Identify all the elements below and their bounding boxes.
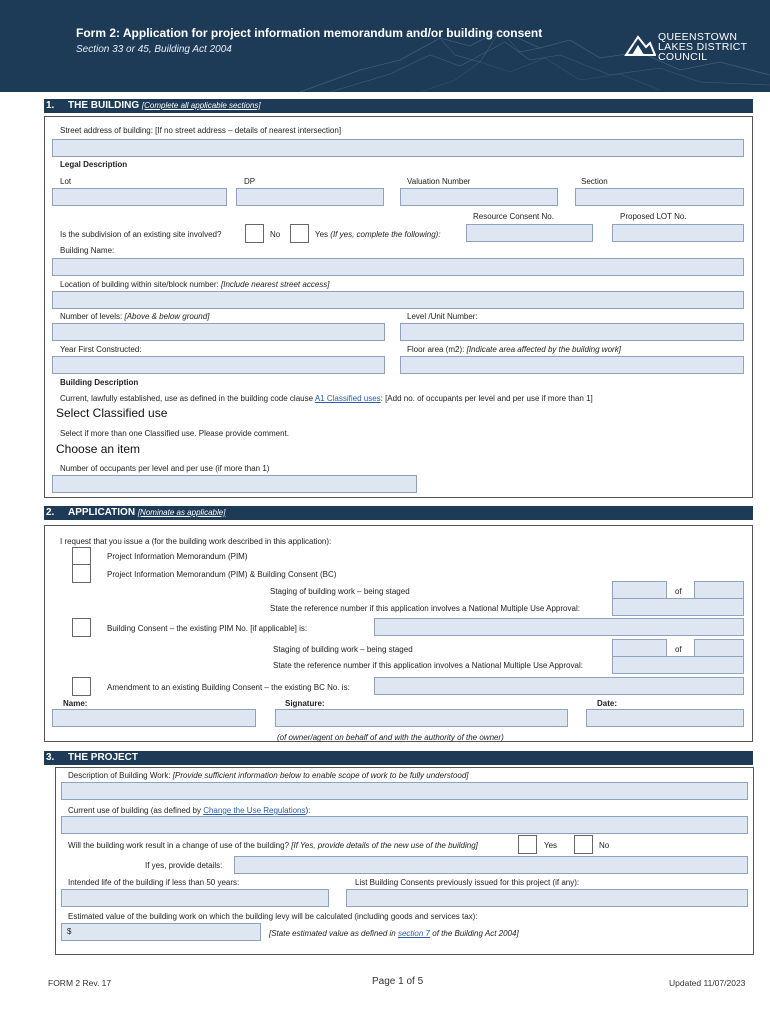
section-title: APPLICATION xyxy=(68,507,136,518)
staging-label-2: Staging of building work – being staged xyxy=(273,645,413,654)
staging-label-1: Staging of building work – being staged xyxy=(270,587,410,596)
section-note: [Complete all applicable sections] xyxy=(141,101,261,110)
section-number: 3. xyxy=(46,752,55,763)
building-name-label: Building Name: xyxy=(60,246,115,255)
description-field[interactable] xyxy=(61,782,748,800)
dp-field[interactable] xyxy=(236,188,384,206)
floor-area-label: Floor area (m2): [Indicate area affected by the building work] xyxy=(407,345,621,354)
reference-label-2: State the reference number if this application involves a National Multiple Use Approval: xyxy=(273,661,583,670)
lot-label: Lot xyxy=(60,177,72,186)
subdivision-no-label: No xyxy=(270,230,281,239)
bc-checkbox[interactable] xyxy=(72,618,91,637)
description-label: Description of Building Work: [Provide sufficient information below to enable scope of work to be fully understood] xyxy=(68,771,469,780)
staging-from-field-2[interactable] xyxy=(612,639,667,657)
change-use-regulations-link[interactable]: Change the Use Regulations xyxy=(203,806,306,815)
intended-life-label: Intended life of the building if less than 50 years: xyxy=(68,878,240,887)
name-label: Name: xyxy=(63,699,88,708)
building-name-field[interactable] xyxy=(52,258,744,276)
signature-field[interactable] xyxy=(275,709,568,727)
signature-label: Signature: xyxy=(285,699,325,708)
section-field[interactable] xyxy=(575,188,744,206)
section-1-header xyxy=(44,99,753,113)
current-use-label: Current, lawfully established, use as defined in the building code clause A1 Classified uses: [Add no. of occupants per level and per use if more than 1] xyxy=(60,394,593,403)
if-yes-details-field[interactable] xyxy=(234,856,748,874)
amendment-label: Amendment to an existing Building Consent – the existing BC No. is: xyxy=(107,683,350,692)
page-number: Page 1 of 5 xyxy=(372,976,424,987)
change-yes-label: Yes xyxy=(544,841,558,850)
subdivision-yes-checkbox[interactable] xyxy=(290,224,309,243)
section-note: [Nominate as applicable] xyxy=(137,508,226,517)
form-title: Form 2: Application for project information memorandum and/or building consent xyxy=(76,26,543,40)
reference-label-1: State the reference number if this application involves a National Multiple Use Approval: xyxy=(270,604,580,613)
name-field[interactable] xyxy=(52,709,256,727)
staging-from-field-1[interactable] xyxy=(612,581,667,599)
change-no-label: No xyxy=(599,841,610,850)
levels-field[interactable] xyxy=(52,323,385,341)
request-label: I request that you issue a (for the building work described in this application): xyxy=(60,537,332,546)
estimated-value-note: [State estimated value as defined in section 7 of the Building Act 2004] xyxy=(269,929,519,938)
bc-existing-label: Building Consent – the existing PIM No. [if applicable] is: xyxy=(107,624,308,633)
section-3-header xyxy=(44,751,753,765)
street-address-field[interactable] xyxy=(52,139,744,157)
reference-field-1[interactable] xyxy=(612,598,744,616)
form-revision: FORM 2 Rev. 17 xyxy=(48,978,112,988)
dollar-sign: $ xyxy=(67,927,72,936)
current-use-field[interactable] xyxy=(61,816,748,834)
lot-field[interactable] xyxy=(52,188,227,206)
form-subtitle: Section 33 or 45, Building Act 2004 xyxy=(76,44,232,55)
section-number: 2. xyxy=(46,507,55,518)
change-no-checkbox[interactable] xyxy=(574,835,593,854)
if-yes-label: If yes, provide details: xyxy=(145,861,223,870)
change-of-use-question: Will the building work result in a change of use of the building? [If Yes, provide details of the new use of the building] xyxy=(68,841,478,850)
pim-bc-label: Project Information Memorandum (PIM) & Building Consent (BC) xyxy=(107,570,337,579)
year-field[interactable] xyxy=(52,356,385,374)
floor-area-field[interactable] xyxy=(400,356,744,374)
more-classified-label: Select if more than one Classified use. Please provide comment. xyxy=(60,429,290,438)
legal-description-heading: Legal Description xyxy=(60,160,128,169)
section-2-header xyxy=(44,506,753,520)
proposed-lot-label: Proposed LOT No. xyxy=(620,212,687,221)
level-unit-label: Level /Unit Number: xyxy=(407,312,478,321)
occupants-label: Number of occupants per level and per use (if more than 1) xyxy=(60,464,270,473)
of-label-1: of xyxy=(675,587,682,596)
owner-note: (of owner/agent on behalf of and with the authority of the owner) xyxy=(277,733,504,742)
current-use-building-label: Current use of building (as defined by Change the Use Regulations): xyxy=(68,806,311,815)
street-address-label: Street address of building: [If no street address – details of nearest intersection] xyxy=(60,126,342,135)
section-title: THE BUILDING xyxy=(68,100,140,111)
section-7-link[interactable]: section 7 xyxy=(397,929,431,938)
location-label: Location of building within site/block number: [Include nearest street access] xyxy=(60,280,330,289)
bc-number-field[interactable] xyxy=(374,677,744,695)
reference-field-2[interactable] xyxy=(612,656,744,674)
location-field[interactable] xyxy=(52,291,744,309)
resource-consent-field[interactable] xyxy=(466,224,593,242)
previous-consents-field[interactable] xyxy=(346,889,748,907)
date-field[interactable] xyxy=(586,709,744,727)
subdivision-yes-label: Yes (If yes, complete the following): xyxy=(315,230,441,239)
date-label: Date: xyxy=(597,699,618,708)
level-unit-field[interactable] xyxy=(400,323,744,341)
section-number: 1. xyxy=(46,100,55,111)
choose-item-dropdown[interactable]: Choose an item xyxy=(56,442,141,456)
subdivision-question: Is the subdivision of an existing site involved? xyxy=(60,230,222,239)
valuation-label: Valuation Number xyxy=(407,177,471,186)
of-label-2: of xyxy=(675,645,682,654)
proposed-lot-field[interactable] xyxy=(612,224,744,242)
amendment-checkbox[interactable] xyxy=(72,677,91,696)
section-label: Section xyxy=(581,177,608,186)
section-title: THE PROJECT xyxy=(68,752,139,763)
change-yes-checkbox[interactable] xyxy=(518,835,537,854)
staging-to-field-1[interactable] xyxy=(694,581,744,599)
pim-number-field[interactable] xyxy=(374,618,744,636)
estimated-value-label: Estimated value of the building work on which the building levy will be calculated (including goods and services tax): xyxy=(68,912,478,921)
council-logo-text: QUEENSTOWN LAKES DISTRICT COUNCIL xyxy=(658,31,748,63)
council-logo-icon xyxy=(624,33,656,57)
levels-label: Number of levels: [Above & below ground] xyxy=(60,312,210,321)
previous-consents-label: List Building Consents previously issued for this project (if any): xyxy=(355,878,580,887)
pim-bc-checkbox[interactable] xyxy=(72,564,91,583)
estimated-value-field[interactable] xyxy=(61,923,261,941)
intended-life-field[interactable] xyxy=(61,889,329,907)
dp-label: DP xyxy=(244,177,256,186)
pim-label: Project Information Memorandum (PIM) xyxy=(107,552,248,561)
staging-to-field-2[interactable] xyxy=(694,639,744,657)
updated-date: Updated 11/07/2023 xyxy=(669,978,746,988)
page-header xyxy=(0,0,770,92)
subdivision-no-checkbox[interactable] xyxy=(245,224,264,243)
valuation-field[interactable] xyxy=(400,188,558,206)
occupants-field[interactable] xyxy=(52,475,417,493)
building-description-heading: Building Description xyxy=(60,378,139,387)
classified-uses-link[interactable]: A1 Classified uses xyxy=(314,394,381,403)
classified-use-dropdown[interactable]: Select Classified use xyxy=(56,406,168,420)
resource-consent-label: Resource Consent No. xyxy=(473,212,554,221)
year-label: Year First Constructed: xyxy=(60,345,142,354)
